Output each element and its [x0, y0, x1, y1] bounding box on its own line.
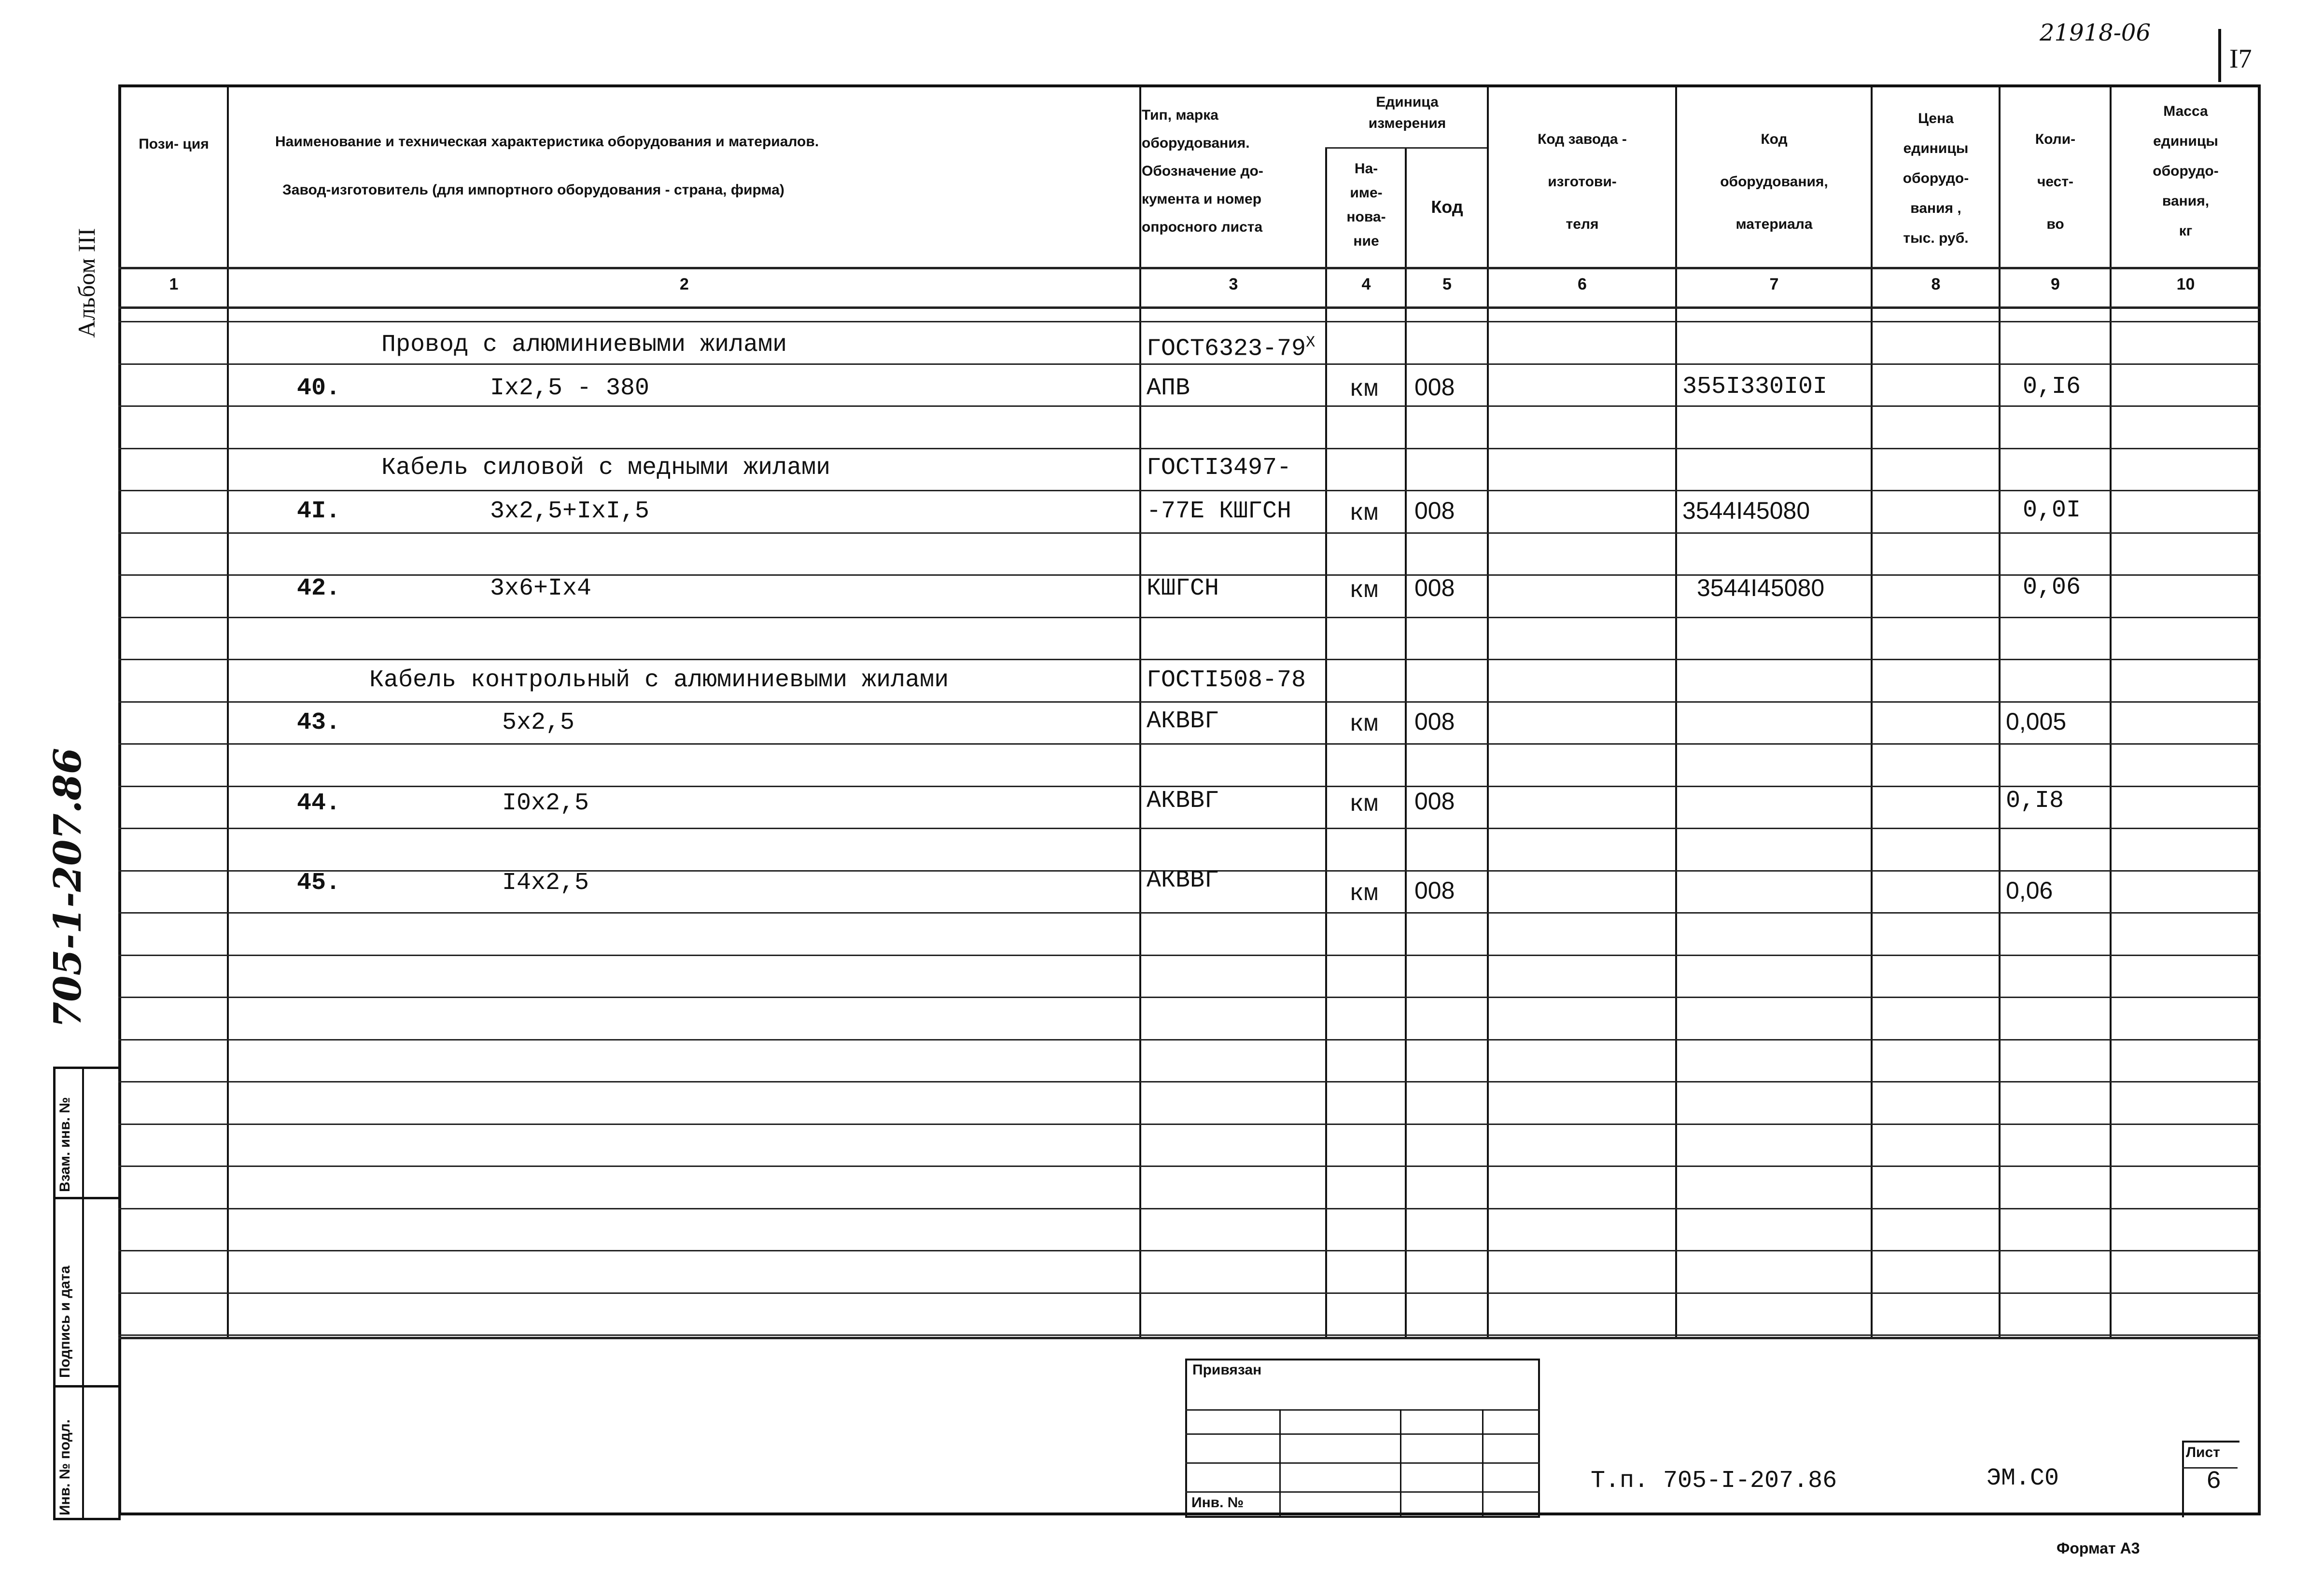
header-material-l1: Код — [1761, 131, 1788, 147]
stamp-line — [1185, 1409, 1540, 1411]
strip-label-replace: Взам. инв. № — [57, 1097, 73, 1192]
title-ref: Т.п. 705-I-207.86 — [1591, 1467, 1837, 1495]
header-mass-l4: вания, — [2162, 193, 2210, 209]
quantity-cell: 0,06 — [2023, 574, 2081, 601]
header-material-code — [1678, 118, 1871, 246]
header-price-l1: Цена — [1918, 111, 1954, 126]
col-number: 1 — [169, 275, 179, 293]
unit-cell: км — [1349, 791, 1379, 819]
col-number: 6 — [1578, 275, 1587, 293]
col-line — [1675, 84, 1677, 1337]
stamp-col — [1400, 1409, 1401, 1518]
handwritten-code: 21918-06 — [2040, 19, 2151, 46]
header-mass — [2112, 97, 2259, 246]
col-line — [1325, 147, 1327, 1337]
position-cell: 42. — [297, 575, 341, 602]
row-line — [118, 532, 2261, 534]
row-line — [118, 828, 2261, 829]
material-code-cell: 3544I45080 — [1697, 574, 1825, 601]
col-number: 3 — [1229, 275, 1238, 293]
group-title: Кабель контрольный с алюминиевыми жилами — [369, 666, 949, 694]
header-position-text: Пози- ция — [139, 136, 209, 152]
stamp-line — [1185, 1462, 1540, 1464]
row-line — [118, 617, 2261, 618]
header-price-l4: вания , — [1910, 200, 1961, 216]
unit-cell: км — [1349, 500, 1379, 527]
row-line — [118, 405, 2261, 407]
row-line — [118, 1208, 2261, 1209]
col-number: 4 — [1361, 275, 1371, 293]
header-type-l1: Тип, марка — [1142, 107, 1218, 123]
row-line — [118, 1039, 2261, 1041]
bound-label: Привязан — [1192, 1362, 1262, 1378]
quantity-cell: 0,0I — [2023, 497, 2081, 524]
row-line — [118, 1250, 2261, 1251]
col-number: 8 — [1931, 275, 1941, 293]
header-qty-l1: Коли- — [2035, 131, 2076, 147]
header-price — [1873, 104, 1999, 253]
header-material-l3: материала — [1735, 216, 1813, 232]
unit-cell: км — [1349, 711, 1379, 738]
format-label: Формат А3 — [2057, 1540, 2140, 1557]
quantity-cell: 0,I8 — [2006, 787, 2064, 815]
row-line — [118, 1292, 2261, 1294]
col-line — [2110, 84, 2112, 1337]
doc-text: ГОСТ6323-79 — [1147, 335, 1306, 363]
header-qty-l2: чест- — [2037, 174, 2074, 190]
top-sheet-corner — [2218, 29, 2221, 82]
row-line — [118, 912, 2261, 914]
top-sheet-number: I7 — [2229, 44, 2252, 74]
doc-sup: Х — [1306, 333, 1315, 351]
header-name-line2: Завод-изготовитель (для импортного оборудования - страна, фирма) — [282, 182, 784, 198]
header-mass-l3: оборудо- — [2153, 163, 2219, 179]
row-line — [118, 1081, 2261, 1083]
unit-group-line — [1325, 147, 1487, 149]
doc-code: ЭМ.С0 — [1987, 1465, 2059, 1492]
header-price-l2: единицы — [1903, 140, 1969, 156]
col-number: 5 — [1442, 275, 1452, 293]
header-bottom-line — [118, 267, 2261, 269]
row-line — [118, 701, 2261, 703]
quantity-cell: 0,06 — [2006, 877, 2053, 904]
position-cell: 4I. — [297, 498, 341, 525]
col-line — [227, 84, 229, 1337]
position-cell: 43. — [297, 709, 341, 736]
row-line — [118, 1166, 2261, 1167]
row-line — [118, 321, 2261, 322]
col-number: 2 — [680, 275, 689, 293]
doc-cell: -77Е КШГСН — [1147, 498, 1292, 525]
col-number: 9 — [2051, 275, 2060, 293]
position-cell: 44. — [297, 790, 341, 817]
row-line — [118, 659, 2261, 660]
header-factory-code — [1489, 118, 1675, 246]
header-type-l3: Обозначение до- — [1142, 163, 1263, 179]
col-number: 7 — [1769, 275, 1779, 293]
unit-code-cell: 008 — [1414, 574, 1455, 601]
material-code-cell: 3544I45080 — [1682, 497, 1810, 524]
header-material-l2: оборудования, — [1720, 174, 1828, 190]
material-code-cell: 355I330I0I — [1682, 373, 1828, 401]
header-position — [121, 130, 227, 158]
doc-cell: АКВВГ — [1147, 867, 1219, 894]
row-line — [118, 743, 2261, 745]
unit-cell: км — [1349, 376, 1379, 403]
group-title: Кабель силовой с медными жилами — [381, 454, 831, 482]
header-unit-name-l1: На- — [1354, 161, 1378, 177]
name-cell: I0х2,5 — [502, 790, 589, 817]
name-cell: I4х2,5 — [502, 869, 589, 897]
side-strip-divider — [53, 1197, 121, 1199]
inv-label: Инв. № — [1191, 1495, 1244, 1511]
position-cell: 45. — [297, 869, 341, 897]
unit-cell: км — [1349, 577, 1379, 605]
doc-cell: ГОСТI508-78 — [1147, 666, 1306, 694]
row-line — [118, 955, 2261, 956]
header-unit-l2: измерения — [1368, 115, 1446, 131]
name-cell: 3х6+Iх4 — [490, 575, 592, 602]
col-line — [1871, 84, 1873, 1337]
header-mass-l5: кг — [2179, 223, 2193, 239]
unit-code-cell: 008 — [1414, 374, 1455, 401]
quantity-cell: 0,I6 — [2023, 373, 2081, 401]
stamp-line — [1185, 1433, 1540, 1435]
header-mass-l1: Масса — [2163, 103, 2208, 119]
header-unit-name-l2: име- — [1350, 185, 1383, 201]
col-line — [1405, 147, 1407, 1337]
bound-stamp — [1185, 1359, 1540, 1518]
stamp-line — [1185, 1491, 1540, 1493]
col-line — [1487, 84, 1489, 1337]
doc-cell: ГОСТI3497- — [1147, 454, 1292, 482]
header-unit-name — [1328, 157, 1405, 253]
header-quantity — [2001, 118, 2110, 246]
doc-cell: АПВ — [1147, 375, 1190, 402]
header-price-l3: оборудо- — [1903, 170, 1969, 186]
col-line — [1139, 84, 1141, 1337]
header-factory-l3: теля — [1566, 216, 1599, 232]
side-strip-divider — [53, 1385, 121, 1388]
strip-label-signature: Подпись и дата — [57, 1265, 73, 1378]
stamp-col — [1482, 1409, 1483, 1518]
header-qty-l3: во — [2046, 216, 2064, 232]
unit-cell: км — [1349, 880, 1379, 908]
header-type-l4: кумента и номер — [1142, 191, 1262, 207]
header-mass-l2: единицы — [2153, 133, 2218, 149]
row-line — [118, 1124, 2261, 1125]
row-line — [118, 490, 2261, 491]
doc-cell: КШГСН — [1147, 575, 1219, 602]
header-unit-code: Код — [1431, 197, 1463, 217]
strip-label-inv: Инв. № подл. — [57, 1419, 73, 1515]
doc-cell — [1147, 328, 1315, 364]
header-type — [1142, 101, 1325, 241]
stamp-col — [1279, 1409, 1281, 1518]
header-price-l5: тыс. руб. — [1903, 230, 1969, 246]
quantity-cell: 0,005 — [2006, 708, 2067, 735]
header-unit-l1: Единица — [1376, 94, 1439, 110]
header-factory-l2: изготови- — [1548, 174, 1617, 190]
unit-code-cell: 008 — [1414, 497, 1455, 524]
side-strip-inner-line — [82, 1067, 84, 1520]
name-cell: Iх2,5 - 380 — [490, 375, 650, 402]
name-cell: 5х2,5 — [502, 709, 575, 736]
unit-code-cell: 008 — [1414, 788, 1455, 815]
unit-code-cell: 008 — [1414, 877, 1455, 904]
row-line — [118, 448, 2261, 449]
header-type-l5: опросного листа — [1142, 219, 1263, 235]
side-doc-number: 705-1-207.86 — [46, 748, 90, 1028]
col-number: 10 — [2176, 275, 2195, 293]
sheet-number: 6 — [2206, 1467, 2222, 1496]
header-type-l2: оборудования. — [1142, 135, 1250, 151]
header-factory-l1: Код завода - — [1538, 131, 1627, 147]
doc-cell: АКВВГ — [1147, 787, 1219, 815]
row-line — [118, 997, 2261, 998]
header-unit-name-l3: нова- — [1346, 209, 1386, 225]
header-unit-group — [1328, 92, 1487, 134]
col-line — [1999, 84, 2001, 1337]
header-unit-name-l4: ние — [1353, 233, 1379, 249]
group-title: Провод с алюминиевыми жилами — [381, 331, 787, 359]
numbers-bottom-line — [118, 306, 2261, 309]
doc-cell: АКВВГ — [1147, 708, 1219, 735]
name-cell: 3х2,5+IхI,5 — [490, 498, 650, 525]
sheet-label: Лист — [2186, 1444, 2220, 1460]
position-cell: 40. — [297, 375, 341, 402]
unit-code-cell: 008 — [1414, 708, 1455, 735]
header-name-line1: Наименование и техническая характеристика оборудования и материалов. — [275, 134, 819, 150]
row-line — [118, 1334, 2261, 1336]
table-bottom-line — [118, 1337, 2261, 1339]
album-label: Альбом III — [73, 228, 100, 338]
